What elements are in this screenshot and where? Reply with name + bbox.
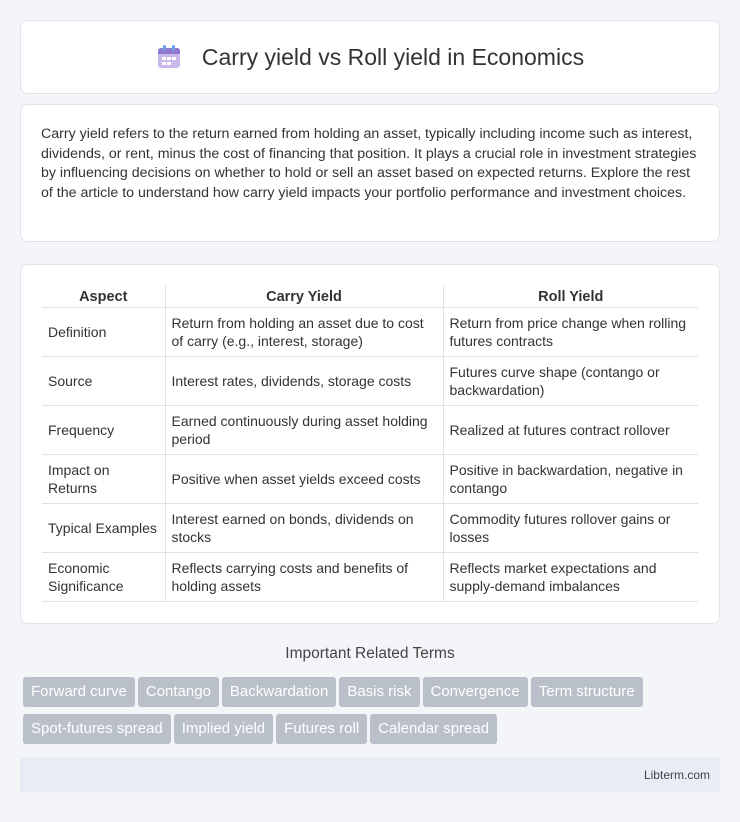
footer-site-link[interactable]: Libterm.com [643,768,710,782]
table-cell: Earned continuously during asset holding period [165,406,443,455]
intro-card [20,104,720,242]
footer [20,758,720,792]
table-cell: Interest rates, dividends, storage costs [165,357,443,406]
table-cell: Positive when asset yields exceed costs [165,455,443,504]
table-row [42,504,698,553]
table-cell: Positive in backwardation, negative in contango [443,455,698,504]
header-roll-yield: Roll Yield [443,285,698,308]
table-cell: Source [42,357,165,406]
tag-contango[interactable]: Contango [138,677,219,707]
tag-backwardation[interactable]: Backwardation [222,677,336,707]
table-cell: Return from price change when rolling futures contracts [443,308,698,357]
table-cell: Economic Significance [42,553,165,602]
tag-convergence[interactable]: Convergence [423,677,528,707]
page-title: Carry yield vs Roll yield in Economics [201,43,585,70]
related-terms-list [23,677,723,751]
table-cell: Reflects carrying costs and benefits of holding assets [165,553,443,602]
table-row [42,308,698,357]
table-cell: Typical Examples [42,504,165,553]
header-carry-yield: Carry Yield [165,285,443,308]
comparison-table-card [20,264,720,624]
table-cell: Reflects market expectations and supply-demand imbalances [443,553,698,602]
table-cell: Frequency [42,406,165,455]
tag-futures-roll[interactable]: Futures roll [276,714,367,744]
table-cell: Realized at futures contract rollover [443,406,698,455]
calendar-icon [156,44,182,70]
intro-text: Carry yield refers to the return earned from holding an asset, typically including income such as interest, dividends, or rent, minus the cost of financing that position. It plays a crucial role in investment strategies by influencing decisions on whether to hold or sell an asset based on expected returns. Explore the rest of the article to understand how carry yield impacts your portfolio performance and investment choices. [41,126,697,201]
table-cell: Commodity futures rollover gains or losses [443,504,698,553]
table-row [42,406,698,455]
header-aspect: Aspect [42,285,165,308]
tag-basis-risk[interactable]: Basis risk [339,677,419,707]
table-cell: Return from holding an asset due to cost of carry (e.g., interest, storage) [165,308,443,357]
table-cell: Futures curve shape (contango or backwardation) [443,357,698,406]
comparison-table [42,285,698,602]
table-row [42,455,698,504]
related-terms-title: Important Related Terms [285,645,455,662]
header-card [20,20,720,94]
table-row [42,553,698,602]
table-cell: Definition [42,308,165,357]
tag-implied-yield[interactable]: Implied yield [174,714,273,744]
tag-spot-futures-spread[interactable]: Spot-futures spread [23,714,171,744]
table-cell: Impact on Returns [42,455,165,504]
tag-term-structure[interactable]: Term structure [531,677,643,707]
table-cell: Interest earned on bonds, dividends on stocks [165,504,443,553]
tag-forward-curve[interactable]: Forward curve [23,677,135,707]
tag-calendar-spread[interactable]: Calendar spread [370,714,497,744]
table-header-row [42,285,698,308]
table-row [42,357,698,406]
